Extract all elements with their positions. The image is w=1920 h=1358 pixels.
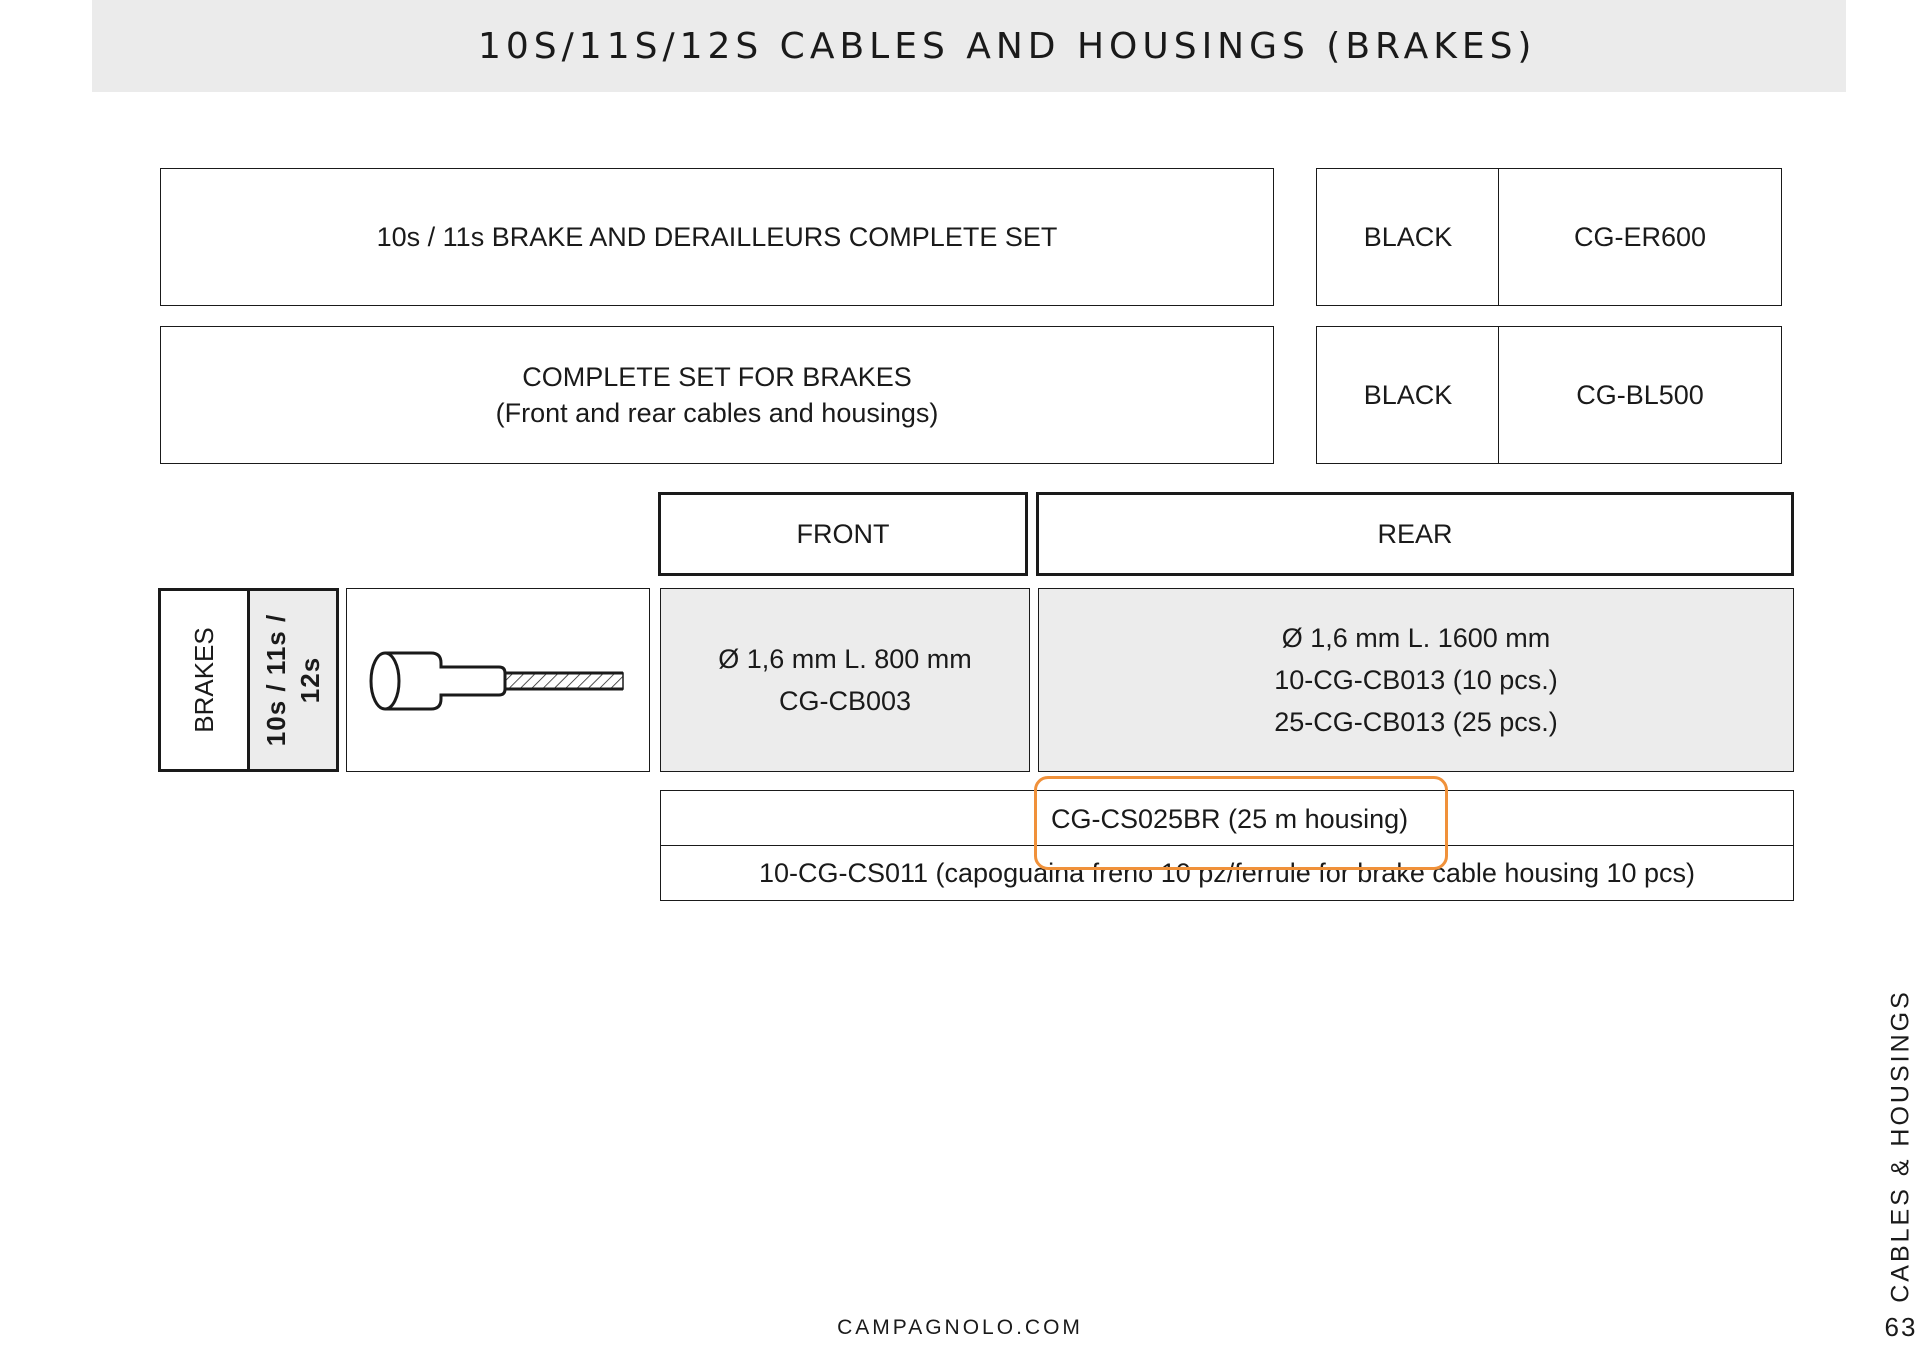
front-header: FRONT <box>796 519 890 549</box>
set-2-description-line1: COMPLETE SET FOR BRAKES <box>522 362 912 392</box>
speeds-label-line1: 10s / 11s / <box>261 613 291 747</box>
front-code: CG-CB003 <box>778 686 912 716</box>
speeds-label-line2: 12s <box>295 656 325 704</box>
section-side-label-text: CABLES & HOUSINGS <box>1886 989 1915 1303</box>
header-band <box>92 0 1846 92</box>
set-1-color-cell <box>1316 168 1500 306</box>
footer-url[interactable]: CAMPAGNOLO.COM <box>837 1316 1083 1339</box>
set-1-description-cell <box>160 168 1274 306</box>
set-2-code: CG-BL500 <box>1576 380 1704 410</box>
set-1-color: BLACK <box>1363 222 1453 252</box>
rear-code-1: 10-CG-CB013 (10 pcs.) <box>1274 665 1558 695</box>
front-spec: Ø 1,6 mm L. 800 mm <box>718 644 972 674</box>
set-1-code-cell <box>1498 168 1782 306</box>
page-number: 63 <box>1884 1312 1918 1342</box>
rear-spec: Ø 1,6 mm L. 1600 mm <box>1281 623 1551 653</box>
front-header-cell <box>658 492 1028 576</box>
speeds-label <box>259 614 327 746</box>
set-1-code: CG-ER600 <box>1573 222 1707 252</box>
front-spec-cell <box>660 588 1030 772</box>
rear-header-cell <box>1036 492 1794 576</box>
ferrule-code: 10-CG-CS011 (capoguaina freno 10 pz/ferrule for brake cable housing 10 pcs) <box>758 858 1696 888</box>
cable-image-cell <box>346 588 650 772</box>
highlight-box <box>1034 776 1448 870</box>
set-2-code-cell <box>1498 326 1782 464</box>
set-2-description-line2: (Front and rear cables and housings) <box>495 398 939 428</box>
rear-header: REAR <box>1377 519 1453 549</box>
set-2-color: BLACK <box>1363 380 1453 410</box>
speeds-label-cell <box>247 588 339 772</box>
section-side-label <box>1878 989 1920 1303</box>
brakes-label: BRAKES <box>189 627 219 733</box>
rear-code-2: 25-CG-CB013 (25 pcs.) <box>1274 707 1558 737</box>
set-2-description-cell <box>160 326 1274 464</box>
brakes-label-cell <box>158 588 250 772</box>
rear-spec-cell <box>1038 588 1794 772</box>
page-title: 10S/11S/12S CABLES AND HOUSINGS (BRAKES) <box>478 26 1537 67</box>
set-2-color-cell <box>1316 326 1500 464</box>
set-1-description: 10s / 11s BRAKE AND DERAILLEURS COMPLETE SET <box>376 222 1058 252</box>
housing-code: CG-CS025BR (25 m housing) <box>1051 803 1409 834</box>
brake-cable-icon <box>353 595 643 765</box>
